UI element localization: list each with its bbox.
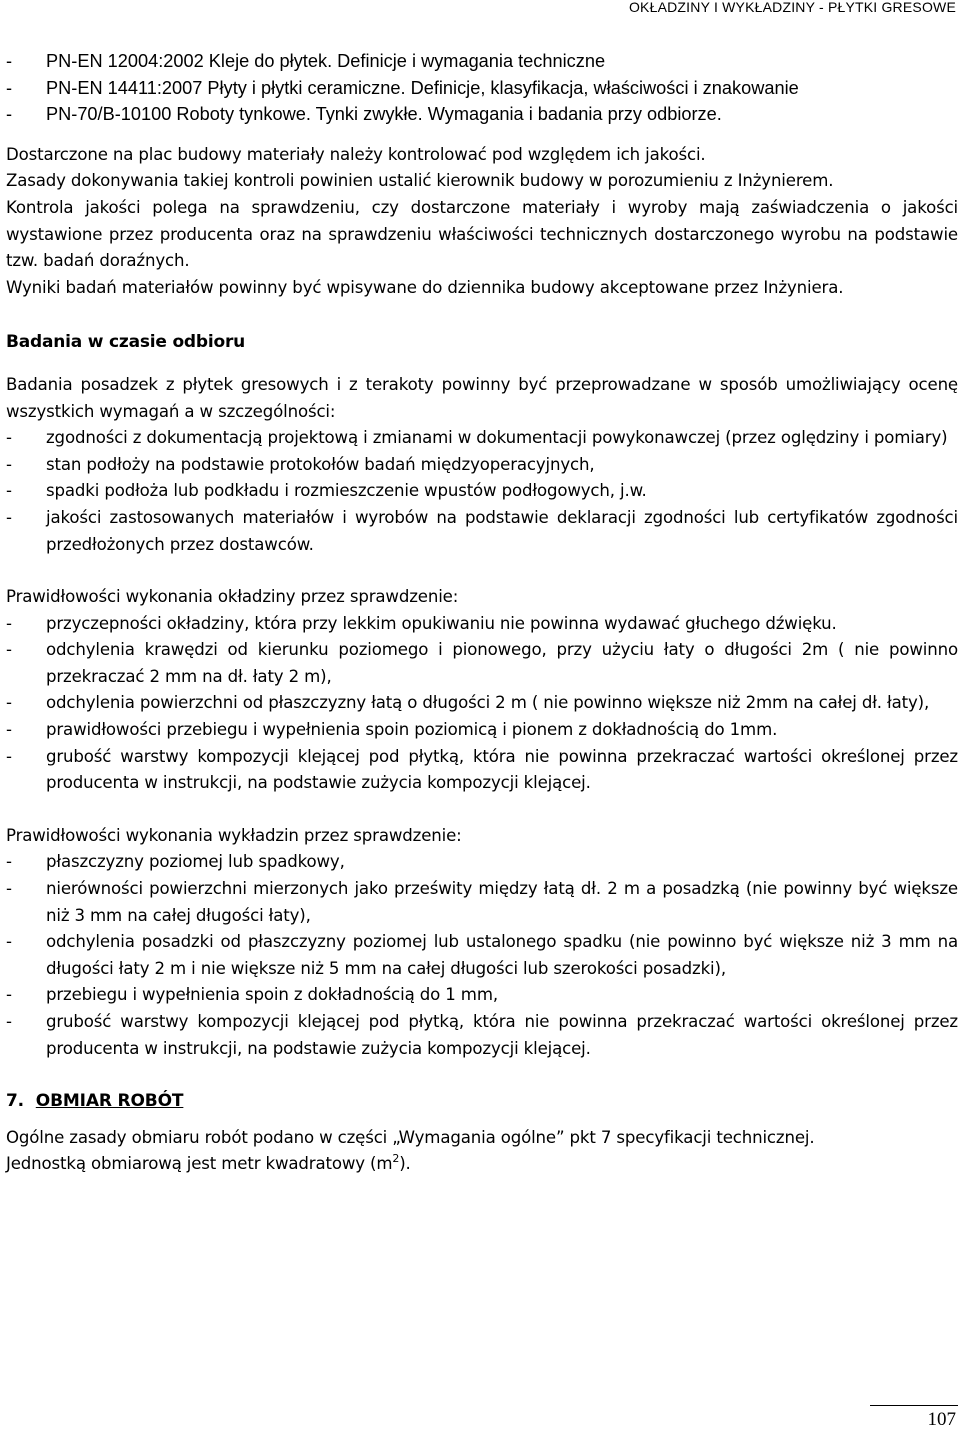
section-title-text: OBMIAR ROBÓT [35, 1091, 184, 1112]
measurement-unit-text [6, 1151, 958, 1178]
control-paragraph: Wyniki badań materiałów powinny być wpisywane do dziennika budowy akceptowane przez Inżyniera. [6, 277, 844, 297]
list-item [6, 982, 958, 1009]
section-number: 7. [6, 1091, 24, 1112]
measurement-section [6, 1088, 958, 1178]
list-marker: - [6, 507, 12, 527]
list-item [6, 101, 958, 128]
section-intro: Prawidłowości wykonania okładziny przez sprawdzenie: [6, 587, 459, 607]
list-item-text: przebiegu i wypełnienia spoin z dokładnością do 1 mm, [46, 985, 498, 1005]
list-marker: - [6, 640, 12, 660]
document-page [6, 48, 958, 1178]
list-item-text: stan podłoży na podstawie protokołów badań międzyoperacyjnych, [46, 454, 595, 474]
list-item-text: zgodności z dokumentacją projektową i zmianami w dokumentacji powykonawczej (przez oględziny i pomiary) [46, 428, 948, 448]
list-marker: - [6, 932, 12, 952]
list-item-text: płaszczyzny poziomej lub spadkowy, [46, 852, 345, 872]
list-item [6, 876, 958, 929]
flooring-section [6, 823, 958, 1062]
list-item-text: spadki podłoża lub podkładu i rozmieszczenie wpustów podłogowych, j.w. [46, 481, 647, 501]
list-item [6, 75, 958, 102]
list-marker: - [6, 985, 12, 1005]
running-header: OKŁADZINY I WYKŁADZINY - PŁYTKI GRESOWE [628, 0, 956, 15]
list-item [6, 452, 958, 479]
list-item-text: grubość warstwy kompozycji klejącej pod płytką, która nie powinna przekraczać wartości określonej przez producenta w instrukcji, na podstawie zużycia kompozycji klejącej. [46, 1012, 958, 1058]
list-item [6, 717, 958, 744]
list-item [6, 637, 958, 690]
standard-text: PN-EN 12004:2002 Kleje do płytek. Definicje i wymagania techniczne [46, 51, 606, 71]
list-marker: - [6, 852, 12, 872]
control-paragraph: Dostarczone na plac budowy materiały należy kontrolować pod względem ich jakości. [6, 144, 706, 164]
list-item [6, 690, 958, 717]
list-marker: - [6, 746, 12, 766]
section-heading: Badania w czasie odbioru [6, 332, 246, 353]
list-item [6, 611, 958, 638]
measurement-text: Ogólne zasady obmiaru robót podano w części „Wymagania ogólne” pkt 7 specyfikacji technicznej. [6, 1127, 815, 1147]
list-marker: - [6, 454, 12, 474]
list-item [6, 48, 958, 75]
list-marker: - [6, 613, 12, 633]
cladding-section [6, 584, 958, 797]
list-marker: - [6, 720, 12, 740]
standard-text: PN-EN 14411:2007 Płyty i płytki ceramiczne. Definicje, klasyfikacja, właściwości i znakowanie [46, 77, 799, 98]
unit-exponent: 2 [392, 1151, 400, 1165]
list-item [6, 1009, 958, 1062]
list-item-text: jakości zastosowanych materiałów i wyrobów na podstawie deklaracji zgodności lub certyfikatów zgodności przedłożonych przez dostawców. [46, 507, 958, 554]
section-title [6, 1088, 958, 1115]
list-item [6, 478, 958, 505]
list-item-text: nierówności powierzchni mierzonych jako prześwity między łatą dł. 2 m a posadzką (nie powinny być większe niż 3 mm na całej długości łaty), [46, 879, 958, 925]
list-marker: - [6, 879, 12, 899]
list-marker: - [6, 428, 12, 448]
control-paragraph: Zasady dokonywania takiej kontroli powinien ustalić kierownik budowy w porozumieniu z Inżynierem. [6, 171, 834, 191]
unit-text-end: ). [399, 1154, 411, 1174]
list-item [6, 744, 958, 797]
list-item [6, 929, 958, 982]
acceptance-section [6, 329, 958, 558]
list-item [6, 505, 958, 558]
list-marker: - [6, 104, 13, 125]
page-number: 107 [927, 1409, 956, 1430]
unit-text-start: Jednostką obmiarową jest metr kwadratowy (m [6, 1154, 393, 1174]
standards-list [6, 48, 958, 128]
section-intro: Prawidłowości wykonania wykładzin przez sprawdzenie: [6, 825, 462, 845]
list-marker: - [6, 481, 12, 501]
list-item-text: odchylenia posadzki od płaszczyzny poziomej lub ustalonego spadku (nie powinno być większe niż 3 mm na długości łaty 2 m i nie większe niż 5 mm na całej długości lub szerokości posadzki), [46, 932, 958, 978]
list-marker: - [6, 1012, 12, 1031]
footer-rule [870, 1405, 958, 1406]
section-intro: Badania posadzek z płytek gresowych i z terakoty powinny być przeprowadzane w sposób umożliwiający ocenę wszystkich wymagań a w szczególności: [6, 374, 958, 421]
standard-text: PN-70/B-10100 Roboty tynkowe. Tynki zwykłe. Wymagania i badania przy odbiorze. [46, 104, 722, 125]
list-item [6, 849, 958, 876]
list-item [6, 425, 958, 452]
list-item-text: przyczepności okładziny, która przy lekkim opukiwaniu nie powinna wydawać głuchego dźwięku. [46, 613, 837, 633]
list-item-text: prawidłowości przebiegu i wypełnienia spoin poziomicą i pionem z dokładnością do 1mm. [46, 720, 778, 740]
list-item-text: grubość warstwy kompozycji klejącej pod płytką, która nie powinna przekraczać wartości określonej przez producenta w instrukcji, na podstawie zużycia kompozycji klejącej. [46, 746, 958, 793]
list-marker: - [6, 51, 13, 71]
list-marker: - [6, 693, 12, 713]
quality-control-section [6, 142, 958, 302]
list-item-text: odchylenia krawędzi od kierunku poziomego i pionowego, przy użyciu łaty o długości 2m ( nie powinno przekraczać 2 mm na dł. łaty 2 m), [46, 640, 958, 686]
control-paragraph: Kontrola jakości polega na sprawdzeniu, czy dostarczone materiały i wyroby mają zaświadczenia o jakości wystawione przez producenta oraz na sprawdzeniu właściwości technicznych dostarczonego wyrobu na podstawie tzw. badań doraźnych. [6, 197, 958, 271]
list-marker: - [6, 77, 13, 98]
list-item-text: odchylenia powierzchni od płaszczyzny łatą o długości 2 m ( nie powinno większe niż 2mm na całej dł. łaty), [46, 693, 930, 713]
